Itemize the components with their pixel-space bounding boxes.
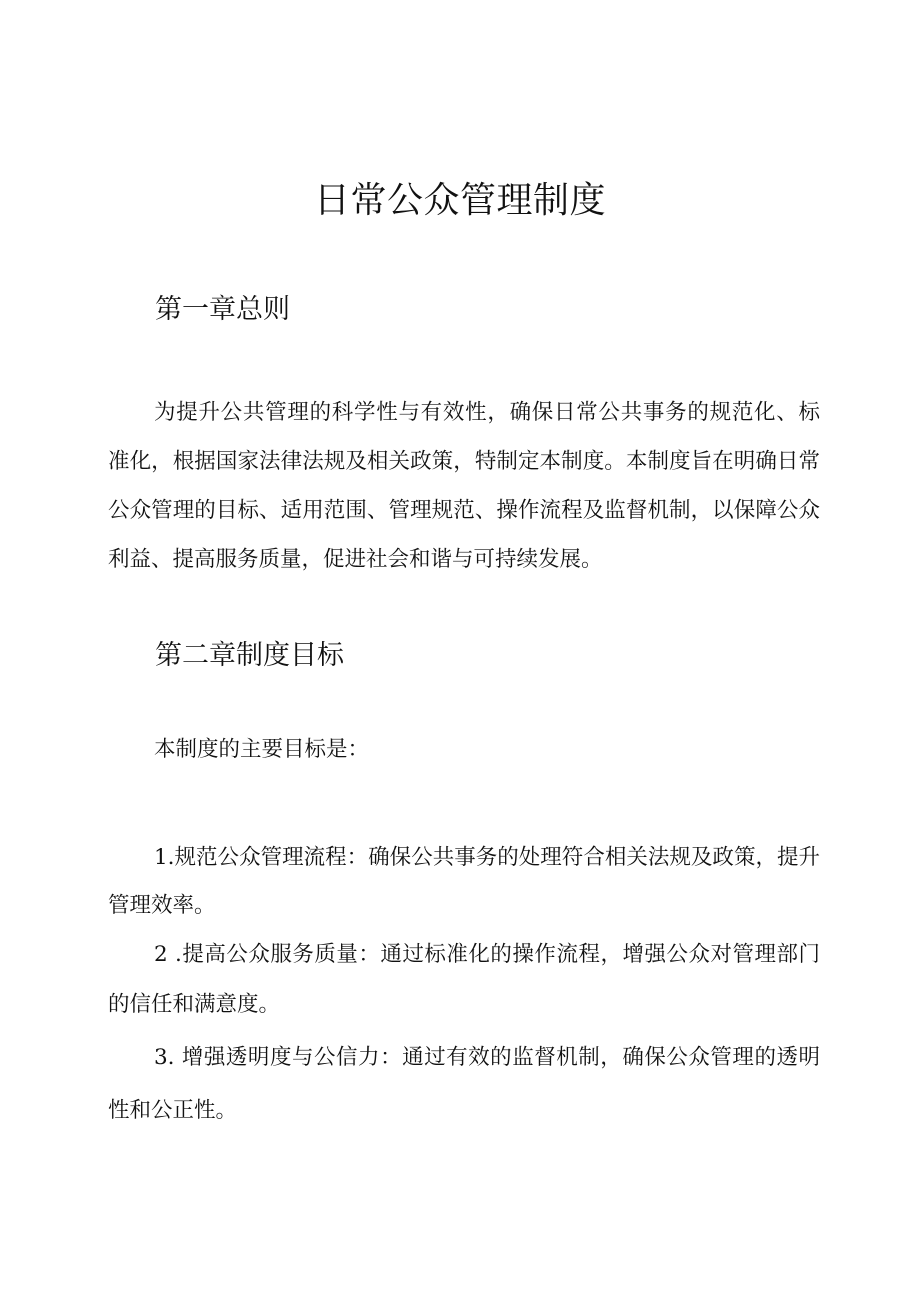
document-title: 日常公众管理制度 bbox=[313, 180, 606, 221]
chapter-2-heading: 第二章制度目标 bbox=[155, 640, 344, 671]
chapter-1-paragraph: 为提升公共管理的科学性与有效性，确保日常公共事务的规范化、标准化，根据国家法律法规及相关政策，特制定本制度。本制度旨在明确日常公众管理的目标、适用范围、管理规范、操作流程及监督机制，以保障公众利益、提高服务质量，促进社会和谐与可持续发展。 bbox=[108, 400, 820, 572]
chapter-1-heading: 第一章总则 bbox=[155, 294, 290, 325]
goal-item-3: 3. 增强透明度与公信力：通过有效的监督机制，确保公众管理的透明性和公正性。 bbox=[108, 1045, 820, 1123]
chapter-2-lead: 本制度的主要目标是： bbox=[154, 737, 370, 762]
goal-item-2: 2 .提高公众服务质量：通过标准化的操作流程，增强公众对管理部门的信任和满意度。 bbox=[108, 942, 820, 1017]
goal-item-1: 1.规范公众管理流程：确保公共事务的处理符合相关法规及政策，提升管理效率。 bbox=[108, 845, 820, 918]
